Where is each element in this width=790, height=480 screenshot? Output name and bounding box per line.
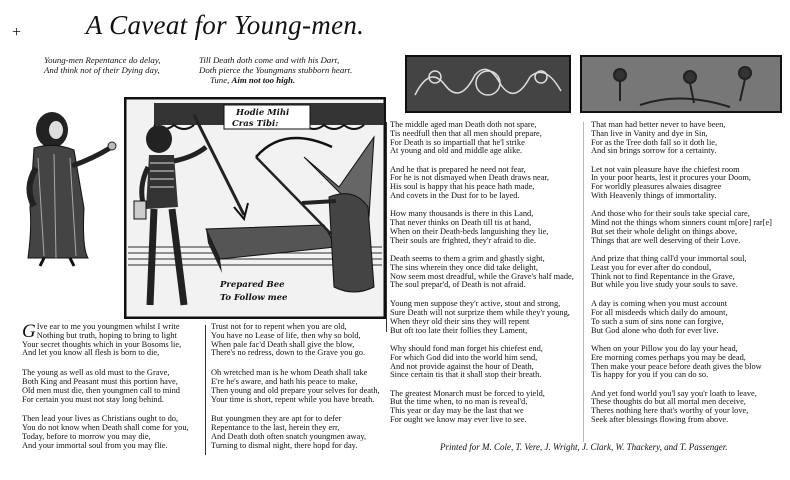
verse-line: You have no Lease of life, then why so bold, [211, 330, 361, 340]
verse-line: Then lead your lives as Christians ought to do, [22, 414, 179, 424]
stanza [390, 390, 574, 425]
verse-line: And sin brings sorrow for a certainty. [591, 146, 717, 156]
stanza [22, 323, 189, 358]
verse-line: A day is coming when you must account [591, 299, 728, 309]
stanza [390, 210, 574, 245]
verse-line: For certain you must not stay long behind. [22, 394, 164, 404]
verse-line: And your immortal soul from you may flie. [22, 440, 168, 450]
verse-line: To such a sum of sins none can forgive, [591, 316, 724, 326]
verse-line: But oft too late their follies they Lament, [390, 325, 528, 335]
column-divider [386, 122, 387, 332]
verse-line: And let you know all flesh is born to die, [22, 348, 160, 358]
verse-line: And prize that thing call'd your immortal soul, [591, 254, 747, 264]
verse-line: When on their Death-beds languishing they lie, [390, 226, 549, 236]
verse-line: Their souls are frighted, they'r afraid to die. [390, 235, 536, 245]
stanza [591, 210, 772, 245]
text-column-2 [211, 323, 380, 460]
stanza [390, 345, 574, 380]
verse-line: E're he's aware, and hath his peace to make, [211, 376, 358, 386]
stanza [390, 166, 574, 201]
stanza [591, 390, 772, 425]
verse-line: Theres nothing here that's worthy of your love, [591, 406, 749, 416]
stanza [390, 300, 574, 335]
gentleman-woodcut [14, 108, 124, 268]
death-woodcut [124, 97, 386, 319]
tune-line [199, 75, 352, 85]
verse-line: Things that are well deserving of their Love. [591, 235, 741, 245]
verse-line: For as the Tree doth fall so it doth lie, [591, 137, 718, 147]
text-column-3 [390, 121, 574, 434]
verse-line: With Heavenly things of immortality. [591, 191, 717, 201]
verse-line: But youngmen they are apt for to defer [211, 414, 342, 424]
verse-line: Your secret thoughts which in your Bosoms lie, [22, 339, 182, 349]
verse-line: The young as well as old must to the Grave, [22, 368, 170, 378]
verse-line: For which God did into the world him send, [390, 352, 538, 362]
verse-line: Both King and Peasant must this portion have, [22, 376, 178, 386]
verse-line: How many thousands is there in this Land, [390, 209, 534, 219]
verse-line: Then make your peace before death gives the blow [591, 361, 762, 371]
verse-line: Ere morning comes perhaps you may be dead, [591, 352, 746, 362]
verse-line: Let not vain pleasure have the chiefest room [591, 164, 740, 174]
verse-line: Ive ear to me you youngmen whilst I write [36, 322, 180, 331]
stanza [591, 121, 772, 156]
verse-line: That never thinks on Death till tis at hand, [390, 218, 532, 228]
subtitle-line: And think not of their Dying day, [44, 65, 160, 75]
verse-line: Seek after blessings flowing from above. [591, 415, 729, 425]
stanza [591, 345, 772, 380]
verse-line: Your time is short, repent while you have breath. [211, 394, 375, 404]
verse-line: Today, before to morrow you may die, [22, 431, 151, 441]
imprint: Printed for M. Cole, T. Vere, J. Wright, J. Clark, W. Thackery, and T. Passenger. [440, 442, 728, 452]
stanza [211, 369, 380, 404]
drop-cap: G [22, 321, 36, 342]
verse-line: Tis needfull then that all men should prepare, [390, 128, 542, 138]
verse-line: Sure Death will not surprize them while they'r young, [390, 308, 570, 318]
verse-line: Now seem most dreadful, while the Grave's half made, [390, 271, 574, 281]
verse-line: At young and old and middle age alike. [390, 146, 523, 156]
verse-line: Turning to dismal night, there hopd for day. [211, 440, 358, 450]
ballad-title: A Caveat for Young-men. [85, 10, 365, 40]
tune-prefix: Tune, [210, 75, 230, 85]
verse-line: When theyr old their sins they will repent [390, 316, 530, 326]
verse-line: These thoughts do but all mortal men deceive, [591, 397, 746, 407]
verse-line: But God alone who doth for ever live. [591, 325, 719, 335]
registration-mark: + [12, 24, 22, 41]
verse-line: But set their whole delight on things above, [591, 226, 738, 236]
subtitle-left [44, 55, 160, 75]
stanza [591, 255, 772, 290]
verse-line: The middle aged man Death doth not spare, [390, 120, 537, 129]
verse-line: For Death is so impartiall that he'l strike [390, 137, 525, 147]
stanza [22, 369, 189, 404]
banner-text-1: Hodie Mihi [236, 108, 290, 118]
verse-line: Why should fond man forget his chiefest end, [390, 343, 543, 353]
verse-line: The sins wherein they once did take delight, [390, 262, 538, 272]
subtitle-right [199, 55, 352, 85]
verse-line: For ought we know may ever live to see. [390, 415, 527, 425]
verse-line: The soul prepar'd, of Death is not afraid. [390, 280, 526, 290]
subtitle-line: Young-men Repentance do delay, [44, 55, 161, 65]
verse-line: In your poor hearts, lest it procures your Doom, [591, 173, 752, 183]
verse-line: Oh wretched man is he whom Death shall take [211, 368, 368, 378]
column-divider [583, 122, 584, 442]
verse-line: For all misdeeds which daily do amount, [591, 308, 728, 318]
subtitle-line: Till Death doth come and with his Dart, [199, 55, 340, 65]
verse-line: Than live in Vanity and dye in Sin, [591, 128, 708, 138]
verse-line: But while you live study your souls to save. [591, 280, 738, 290]
verse-line: When pale fac'd Death shall give the blow, [211, 339, 355, 349]
verse-line: His soul is happy that his peace hath made, [390, 182, 535, 192]
subtitle-line: Doth pierce the Youngmans stubborn heart. [199, 65, 353, 75]
verse-line: Death seems to them a grim and ghastly sight, [390, 254, 545, 264]
verse-line: Least you for ever after do condoul, [591, 262, 712, 272]
verse-line: When on your Pillow you do lay your head, [591, 343, 738, 353]
scene-woodcut [580, 55, 782, 113]
stanza [591, 300, 772, 335]
verse-line: And he that is prepared he need not fear, [390, 164, 526, 174]
text-column-1 [22, 323, 189, 460]
text-column-4 [591, 121, 772, 434]
stanza [390, 255, 574, 290]
verse-line: You do not know when Death shall come for you, [22, 423, 189, 433]
verse-line: Young men suppose they'r active, stout and strong, [390, 299, 561, 309]
stanza [591, 166, 772, 201]
verse-line: Think not to find Repentance in the Grave, [591, 271, 735, 281]
verse-line: And Death doth often snatch youngmen away, [211, 431, 367, 441]
ornament-woodcut [405, 55, 571, 113]
verse-line: And covets in the Dust for to be layed. [390, 191, 520, 201]
stanza [211, 323, 380, 358]
verse-line: Then young and old prepare your selves for death, [211, 385, 380, 395]
verse-line: Mind not the things whom sinners count m[ore] rar[e] [591, 218, 772, 228]
verse-line: Repentance to the last, herein they err, [211, 423, 340, 433]
verse-line: The greatest Monarch must be forced to yield, [390, 388, 545, 398]
verse-line: And yet fond world you'l say you'r loath to leave, [591, 388, 757, 398]
verse-line: Old men must die, then youngmen call to mind [22, 385, 180, 395]
verse-line: Tis happy for you if you can do so. [591, 370, 709, 380]
verse-line: Trust not for to repent when you are old, [211, 322, 347, 331]
verse-line: There's no redress, down to the Grave you go. [211, 348, 366, 358]
verse-line: This year or day may be the last that we [390, 406, 524, 416]
verse-line: But the time when, to no man is reveal'd, [390, 397, 528, 407]
verse-line: And those who for their souls take special care, [591, 209, 750, 219]
verse-line: For he is not dismayed when Death draws near, [390, 173, 549, 183]
verse-line: And not provide against the hour of Death, [390, 361, 534, 371]
stanza [390, 121, 574, 156]
verse-line: That man had better never to have been, [591, 120, 726, 129]
verse-line: For worldly pleasures alwaies disagree [591, 182, 722, 192]
woodcut-caption-2: To Follow mee [220, 293, 288, 303]
tune-name: Aim not too high. [231, 75, 296, 85]
banner-text-2: Cras Tibi: [232, 119, 279, 129]
column-divider [205, 325, 206, 455]
verse-line: Nothing but truth, hoping to bring to light [36, 330, 177, 340]
stanza [211, 415, 380, 450]
stanza [22, 415, 189, 450]
verse-line: Since certain tis that it shall stop their breath. [390, 370, 542, 380]
woodcut-caption-1: Prepared Bee [220, 280, 285, 290]
